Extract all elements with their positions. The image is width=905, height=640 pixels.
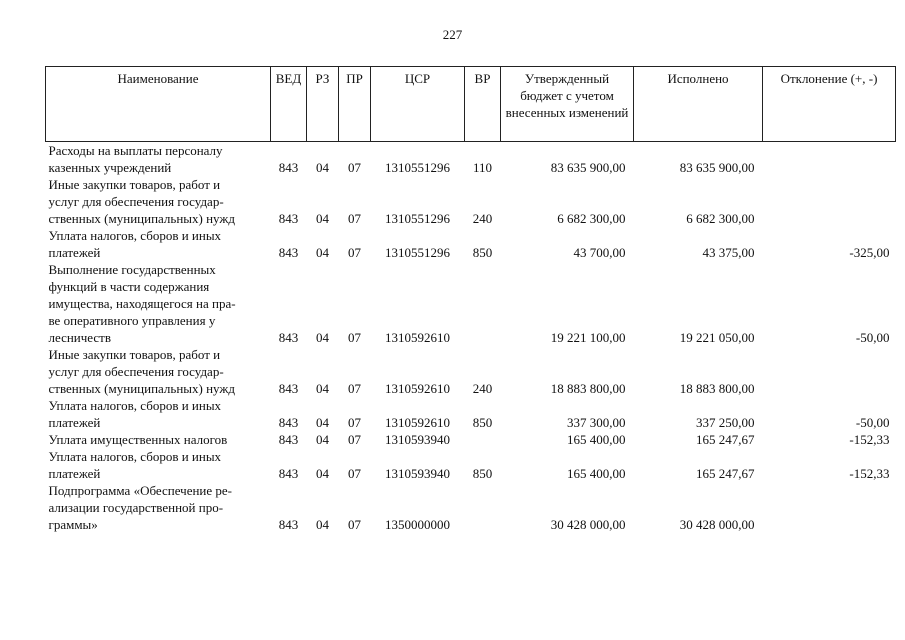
row-name-line: ственных (муниципальных) нужд [48,381,235,396]
header-pr: ПР [339,67,371,142]
row-name [46,482,271,533]
row-name-line: платежей [48,245,101,260]
cell-deviation [763,176,896,227]
cell-pr: 07 [348,211,361,226]
table-row [46,397,896,431]
cell-deviation [763,142,896,177]
row-name-line: ственных (муниципальных) нужд [48,211,235,226]
header-name: Наименование [46,67,271,142]
cell-ved: 843 [278,211,299,226]
cell-pr: 07 [348,432,361,447]
cell-vr: 110 [472,160,493,175]
row-name-line: ализации государственной про- [48,500,224,515]
cell-executed: 30 428 000,00 [679,517,755,532]
row-name [46,176,271,227]
cell-ved: 843 [278,415,299,430]
cell-executed: 337 250,00 [696,415,755,430]
row-name [46,346,271,397]
row-name-line: казенных учреждений [48,160,172,175]
cell-rz: 04 [316,415,329,430]
cell-deviation: -50,00 [855,415,890,430]
cell-approved: 165 400,00 [567,466,626,481]
cell-csr: 1310592610 [385,330,450,345]
cell-pr: 07 [348,330,361,345]
header-vr: ВР [465,67,501,142]
cell-deviation: -152,33 [849,466,890,481]
table-row [46,227,896,261]
cell-pr: 07 [348,415,361,430]
page-number: 227 [442,27,463,42]
table-row [46,176,896,227]
cell-csr: 1310592610 [385,381,450,396]
row-name-line: платежей [48,466,101,481]
cell-csr: 1310592610 [385,415,450,430]
table-row [46,482,896,533]
cell-executed: 165 247,67 [696,466,755,481]
row-name-line: Выполнение государственных [48,262,216,277]
cell-ved: 843 [278,381,299,396]
cell-vr [465,431,501,448]
cell-deviation: -325,00 [849,245,890,260]
table-body [46,142,896,534]
cell-ved: 843 [278,245,299,260]
cell-vr [465,482,501,533]
row-name-line: Подпрограмма «Обеспечение ре- [48,483,233,498]
row-name-line: Уплата налогов, сборов и иных [48,228,222,243]
cell-executed: 6 682 300,00 [686,211,755,226]
cell-rz: 04 [316,211,329,226]
cell-approved: 337 300,00 [567,415,626,430]
cell-deviation [763,482,896,533]
table-row [46,448,896,482]
row-name-line: имущества, находящегося на пра- [48,296,236,311]
cell-deviation [763,346,896,397]
cell-rz: 04 [316,245,329,260]
cell-pr: 07 [348,245,361,260]
table-row [46,431,896,448]
cell-rz: 04 [316,466,329,481]
row-name-line: ве оперативного управления у [48,313,216,328]
row-name-line: лесничеств [48,330,111,345]
cell-rz: 04 [316,330,329,345]
cell-rz: 04 [316,381,329,396]
cell-pr: 07 [348,466,361,481]
row-name-line: услуг для обеспечения государ- [48,364,224,379]
header-rz: РЗ [307,67,339,142]
cell-rz: 04 [316,432,329,447]
cell-deviation: -50,00 [855,330,890,345]
cell-csr: 1310551296 [385,245,450,260]
cell-vr: 850 [472,415,493,430]
cell-csr: 1350000000 [385,517,450,532]
row-name [46,397,271,431]
cell-approved: 30 428 000,00 [550,517,626,532]
cell-pr: 07 [348,517,361,532]
row-name-line: Расходы на выплаты персоналу [48,143,223,158]
cell-approved: 165 400,00 [567,432,626,447]
table-row [46,346,896,397]
cell-ved: 843 [278,517,299,532]
cell-csr: 1310593940 [385,466,450,481]
cell-executed: 165 247,67 [696,432,755,447]
cell-csr: 1310551296 [385,160,450,175]
cell-deviation: -152,33 [849,432,890,447]
cell-vr: 240 [472,381,493,396]
cell-approved: 19 221 100,00 [550,330,626,345]
row-name-line: функций в части содержания [48,279,210,294]
cell-ved: 843 [278,330,299,345]
header-csr: ЦСР [371,67,465,142]
row-name [46,448,271,482]
cell-executed: 83 635 900,00 [679,160,755,175]
cell-ved: 843 [278,432,299,447]
cell-vr: 850 [472,245,493,260]
table-header-row [46,67,896,142]
cell-csr: 1310593940 [385,432,450,447]
header-approved: Утвержденный бюджет с учетом внесенных изменений [501,67,634,142]
budget-table [45,66,896,533]
row-name-line: Иные закупки товаров, работ и [48,347,221,362]
cell-rz: 04 [316,517,329,532]
cell-pr: 07 [348,381,361,396]
cell-pr: 07 [348,160,361,175]
table-row [46,261,896,346]
cell-vr: 240 [472,211,493,226]
cell-ved: 843 [278,466,299,481]
cell-executed: 43 375,00 [702,245,755,260]
cell-executed: 19 221 050,00 [679,330,755,345]
row-name-line: Уплата налогов, сборов и иных [48,398,222,413]
cell-csr: 1310551296 [385,211,450,226]
row-name-line: Уплата имущественных налогов [48,432,228,447]
row-name-line: Уплата налогов, сборов и иных [48,449,222,464]
table-row [46,142,896,177]
row-name [46,431,271,448]
row-name [46,142,271,177]
row-name [46,261,271,346]
row-name-line: граммы» [48,517,98,532]
row-name-line: платежей [48,415,101,430]
row-name [46,227,271,261]
cell-vr: 850 [472,466,493,481]
cell-approved: 18 883 800,00 [550,381,626,396]
cell-vr [465,261,501,346]
cell-approved: 83 635 900,00 [550,160,626,175]
header-deviation: Отклонение (+, -) [763,67,896,142]
cell-executed: 18 883 800,00 [679,381,755,396]
header-ved: ВЕД [271,67,307,142]
header-executed: Исполнено [634,67,763,142]
cell-approved: 43 700,00 [573,245,626,260]
cell-approved: 6 682 300,00 [557,211,626,226]
cell-rz: 04 [316,160,329,175]
cell-ved: 843 [278,160,299,175]
row-name-line: Иные закупки товаров, работ и [48,177,221,192]
row-name-line: услуг для обеспечения государ- [48,194,224,209]
